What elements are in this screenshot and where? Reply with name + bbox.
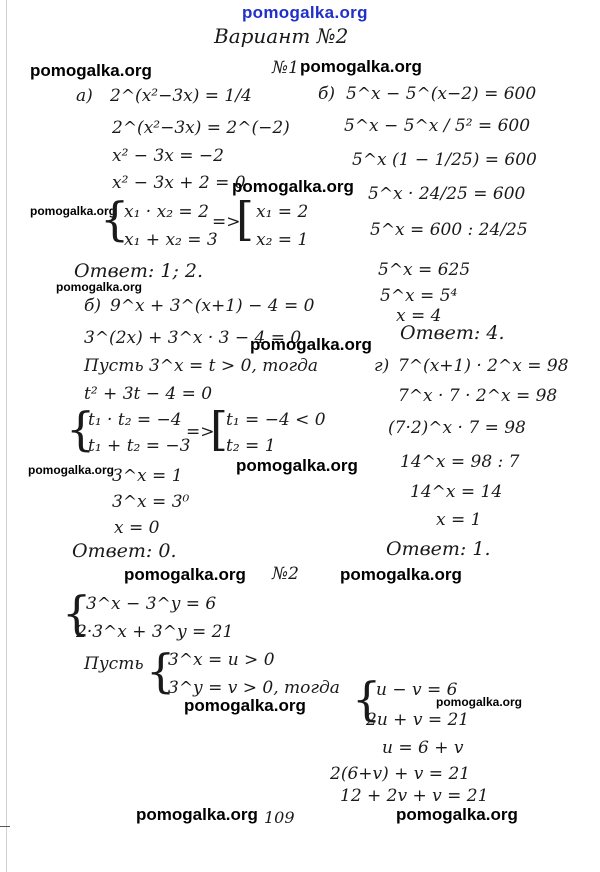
eq-bl-1: 9^x + 3^(x+1) − 4 = 0	[110, 296, 315, 316]
eq-bl-3: Пусть 3^x = t > 0, тогда	[84, 356, 319, 376]
eq-expand: 12 + 2v + v = 21	[340, 786, 489, 806]
eq-a-3: x² − 3x = −2	[112, 146, 224, 166]
eq-g-3: (7·2)^x · 7 = 98	[388, 418, 526, 438]
vieta-b-2: t₁ + t₂ = −3	[88, 436, 191, 456]
page-number: 109	[264, 808, 295, 827]
root-a-2: x₂ = 1	[256, 230, 309, 250]
implies-arrow: =>	[186, 422, 215, 442]
vieta-a-1: x₁ · x₂ = 2	[124, 202, 209, 222]
sys-uv-2: 2u + v = 21	[366, 710, 470, 730]
answer-a: Ответ: 1; 2.	[74, 260, 204, 282]
eq-br-4: 5^x · 24/25 = 600	[368, 184, 526, 204]
root-b-1: t₁ = −4 < 0	[226, 410, 326, 430]
watermark: pomogalka.org	[300, 57, 422, 76]
eq-br-7: 5^x = 5⁴	[380, 286, 458, 306]
system-brace: {	[66, 402, 96, 456]
eq-br-2: 5^x − 5^x / 5² = 600	[344, 116, 531, 136]
eq-bl-7: x = 0	[114, 518, 160, 538]
page-margin-line	[6, 0, 7, 872]
eq-bl-6: 3^x = 3⁰	[112, 492, 190, 512]
system-brace: {	[146, 644, 176, 698]
eq-g-4: 14^x = 98 : 7	[400, 452, 520, 472]
eq-br-8: x = 4	[396, 306, 442, 326]
watermark: pomogalka.org	[28, 463, 115, 477]
task2-number: №2	[272, 564, 299, 584]
watermark: pomogalka.org	[436, 695, 523, 709]
subst-2: 3^y = v > 0, тогда	[168, 678, 340, 698]
eq-subst: 2(6+v) + v = 21	[330, 764, 471, 784]
watermark: pomogalka.org	[124, 565, 246, 584]
eq-br-3: 5^x (1 − 1/25) = 600	[352, 150, 537, 170]
system-brace: {	[100, 192, 130, 246]
eq-br-5: 5^x = 600 : 24/25	[370, 220, 528, 240]
label-a: а)	[76, 86, 93, 106]
let-word: Пусть	[84, 654, 144, 674]
eq-a-2: 2^(x²−3x) = 2^(−2)	[112, 118, 290, 138]
sys2-1: 3^x − 3^y = 6	[86, 594, 217, 614]
watermark: pomogalka.org	[136, 805, 258, 824]
sys2-2: 2·3^x + 3^y = 21	[76, 622, 234, 642]
root-b-2: t₂ = 1	[226, 436, 276, 456]
eq-g-5: 14^x = 14	[410, 482, 503, 502]
eq-g-2: 7^x · 7 · 2^x = 98	[398, 386, 558, 406]
roots-bracket: [	[210, 402, 228, 456]
sys-uv-1: u − v = 6	[376, 680, 458, 700]
eq-a-1: 2^(x²−3x) = 1/4	[110, 86, 252, 106]
roots-bracket: [	[236, 192, 254, 246]
watermark: pomogalka.org	[30, 204, 117, 218]
watermark: pomogalka.org	[396, 805, 518, 824]
watermark: pomogalka.org	[56, 280, 143, 294]
watermark: pomogalka.org	[250, 335, 372, 354]
eq-bl-2: 3^(2x) + 3^x · 3 − 4 = 0	[84, 328, 302, 348]
eq-u: u = 6 + v	[382, 738, 464, 758]
root-a-1: x₁ = 2	[256, 202, 309, 222]
answer-g: Ответ: 1.	[386, 538, 491, 560]
task1-number: №1	[272, 58, 299, 78]
label-g: г)	[374, 356, 390, 376]
answer-b-left: Ответ: 0.	[72, 540, 177, 562]
watermark: pomogalka.org	[184, 696, 306, 715]
watermark: pomogalka.org	[30, 61, 152, 80]
system-brace: {	[352, 672, 382, 726]
vieta-b-1: t₁ · t₂ = −4	[88, 410, 182, 430]
watermark: pomogalka.org	[236, 456, 358, 475]
vieta-a-2: x₁ + x₂ = 3	[124, 230, 218, 250]
label-b-right: б)	[318, 84, 336, 104]
eq-bl-4: t² + 3t − 4 = 0	[84, 384, 213, 404]
watermark-top: pomogalka.org	[242, 3, 368, 22]
eq-br-6: 5^x = 625	[378, 260, 471, 280]
watermark: pomogalka.org	[232, 177, 354, 196]
answer-b-right: Ответ: 4.	[400, 322, 505, 344]
label-b-left: б)	[84, 296, 102, 316]
eq-g-6: x = 1	[436, 510, 482, 530]
eq-a-4: x² − 3x + 2 = 0	[112, 173, 246, 193]
bottom-rule	[0, 826, 10, 827]
eq-g-1: 7^(x+1) · 2^x = 98	[398, 356, 569, 376]
system-brace: {	[62, 586, 92, 640]
variant-title: Вариант №2	[214, 24, 349, 48]
subst-1: 3^x = u > 0	[168, 650, 275, 670]
implies-arrow: =>	[212, 212, 241, 232]
watermark: pomogalka.org	[340, 565, 462, 584]
eq-br-1: 5^x − 5^(x−2) = 600	[346, 84, 537, 104]
eq-bl-5: 3^x = 1	[112, 466, 183, 486]
